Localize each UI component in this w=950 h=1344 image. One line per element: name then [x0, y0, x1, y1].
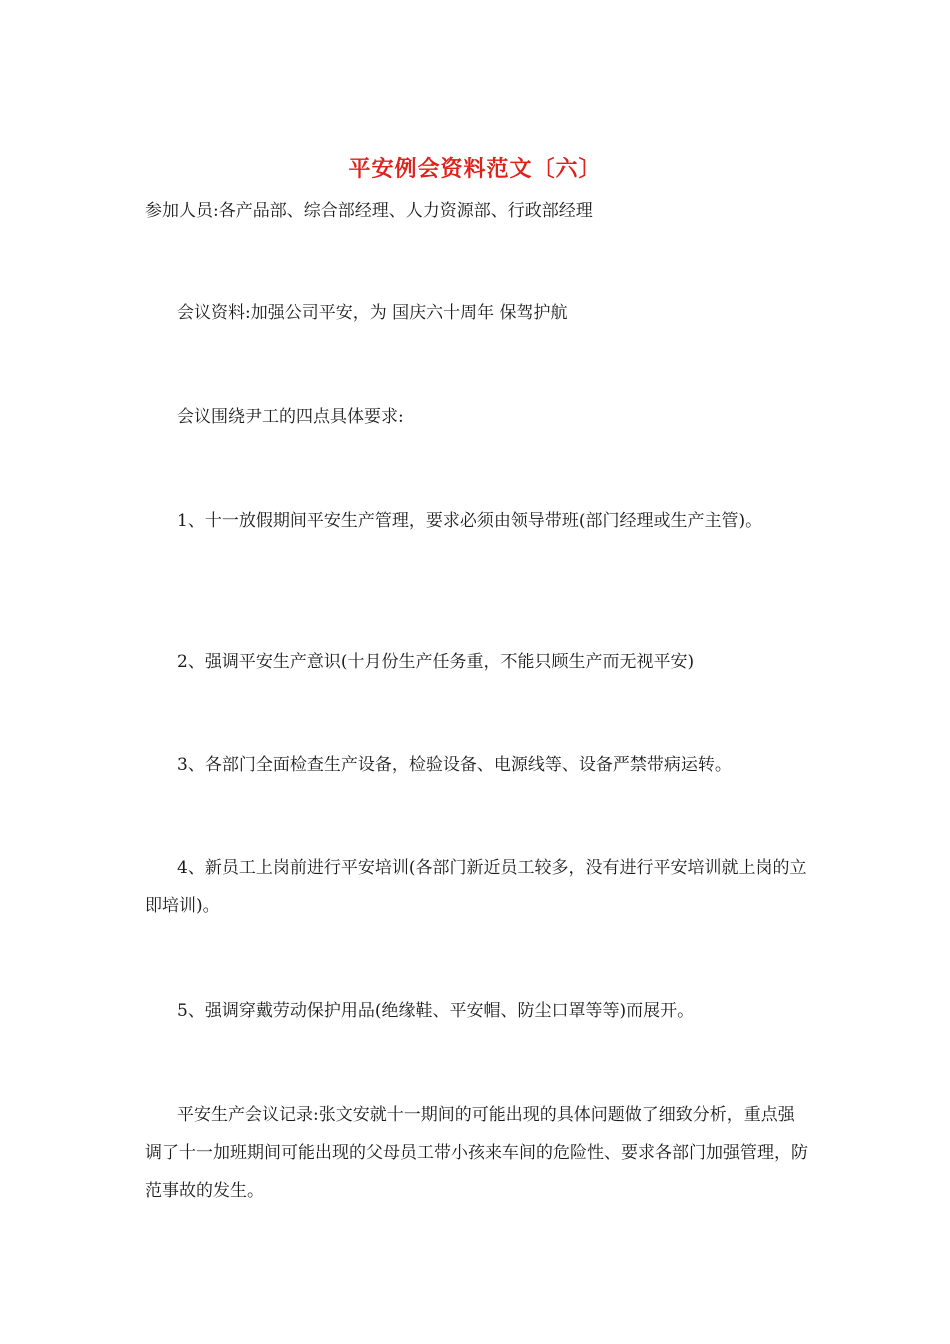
attendees-line: 参加人员:各产品部、综合部经理、人力资源部、行政部经理: [145, 201, 593, 221]
requirement-item-2: 2、强调平安生产意识(十月份生产任务重，不能只顾生产而无视平安): [177, 652, 695, 672]
document-title: 平安例会资料范文〔六〕: [348, 156, 602, 182]
meeting-content-line: 会议资料:加强公司平安，为 国庆六十周年 保驾护航: [177, 303, 568, 323]
requirements-intro: 会议围绕尹工的四点具体要求:: [177, 407, 404, 427]
requirement-item-5: 5、强调穿戴劳动保护用品(绝缘鞋、平安帽、防尘口罩等等)而展开。: [177, 1001, 695, 1021]
requirement-item-3: 3、各部门全面检查生产设备，检验设备、电源线等、设备严禁带病运转。: [177, 755, 732, 775]
meeting-record: 平安生产会议记录:张文安就十一期间的可能出现的具体问题做了细致分析，重点强调了十一加班期间可能出现的父母员工带小孩来车间的危险性、要求各部门加强管理，防范事故的发生。: [145, 1105, 808, 1201]
requirement-item-4: 4、新员工上岗前进行平安培训(各部门新近员工较多，没有进行平安培训就上岗的立即培训)。: [145, 858, 807, 916]
requirement-item-1: 1、十一放假期间平安生产管理，要求必须由领导带班(部门经理或生产主管)。: [177, 511, 763, 531]
